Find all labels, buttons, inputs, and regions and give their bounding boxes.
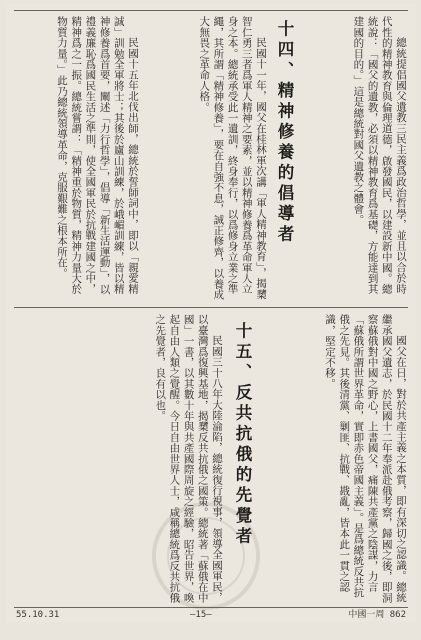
faint-watermark-seal bbox=[146, 496, 266, 616]
section-15-title: 十五、反共抗俄的先覺者 bbox=[233, 322, 252, 548]
upper-middle-column-block bbox=[146, 16, 268, 302]
footer-journal: 中國一周 862 bbox=[348, 610, 406, 620]
upper-right-column-block bbox=[306, 16, 408, 302]
top-rule bbox=[14, 10, 408, 11]
lower-left-text: 民國三十八年大陸淪陷，總統復行視事，領導全國軍民，以臺灣爲復興基地，揭櫫反共抗俄之國策。總統著「蘇俄在中國」一書，以其數十年與共產國際周旋之經驗，昭告世界，喚起自由人類之覺醒。今日自由世界人士，咸稱總統爲反共抗俄之先覺者，良有以也。 bbox=[154, 314, 223, 603]
document-page bbox=[6, 4, 416, 622]
middle-rule bbox=[14, 307, 408, 308]
upper-left-column-block bbox=[16, 16, 140, 302]
footer-page-number: —15— bbox=[190, 610, 212, 620]
upper-middle-text: 民國十一年，國父在桂林軍次講「軍人精神教育」，揭櫫智仁勇三者爲軍人精神之要素，並以精神修養爲革命軍人立身之本。總統承受此一遺訓，終身奉行，以爲修身立業之準繩，其所謂「精神修養」，要在自強不息，誠正修齊，以養成大無畏之革命人格。 bbox=[198, 16, 267, 300]
section-14-title: 十四、精神修養的倡導者 bbox=[275, 20, 294, 246]
upper-right-text: 總統提倡國父遺教三民主義爲政治哲學，並且以合於時代性的精神教育與倫理道德，啟發國民，以建設新中國。總統說：「國父的遺教，必須以精神教育爲基礎，方能達到其建國的目的。」這是總統對國父遺教之體會。 bbox=[352, 16, 407, 295]
footer-date: 55.10.31 bbox=[16, 610, 60, 620]
lower-right-column-block bbox=[266, 314, 408, 604]
lower-right-text: 國父在日，對於共產主義之本質，即有深切之認識。總統繼承國父遺志，於民國十二年奉派赴俄考察，歸國之後，即洞察蘇俄對中國之野心，上書國父，痛陳共產黨之陰謀，力言「蘇俄所謂世界革命，實即赤色帝國主義」。是爲總統反共抗俄之先見。其後清黨、剿匪、抗戰、戡亂，皆本此一貫之認識，堅定不移。 bbox=[323, 314, 407, 603]
upper-left-text: 民國十五年北伐出師，總統於誓師詞中，即以「親愛精誠」訓勉全軍將士；其後於廬山訓練，於峨嵋訓練，皆以精神修養爲首要，闡述「力行哲學」，倡導「新生活運動」，以禮義廉恥爲國民生活之準則，使全國軍民於抗戰建國之中，精神爲之一振。總統嘗謂：「精神重於物質，精神力量大於物質力量。」此乃總統領導革命，克服艱難之根本所在。 bbox=[55, 16, 139, 295]
